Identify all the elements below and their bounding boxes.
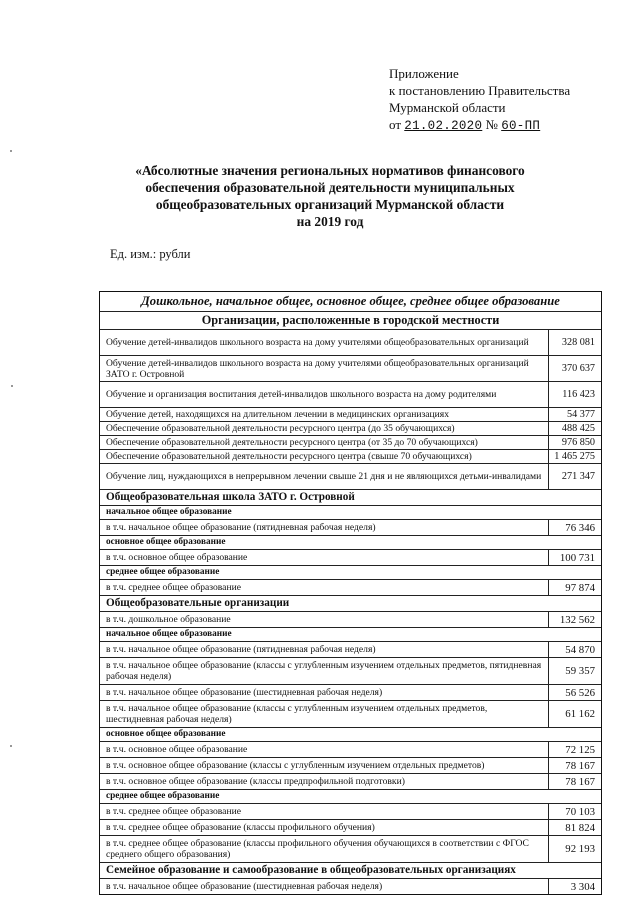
section-heading-family: Семейное образование и самообразование в общеобразовательных организациях [100,863,601,879]
table-row [100,382,601,408]
table-row [100,408,601,422]
row-value: 370 637 [561,363,595,374]
table-row [100,879,601,894]
row-value: 81 824 [565,821,595,834]
row-label: в т.ч. среднее общее образование (классы профильного обучения) [100,820,549,835]
scan-speck [11,385,13,387]
row-label: в т.ч. основное общее образование (классы предпрофильной подготовки) [100,774,549,789]
table-row [100,580,601,596]
subheading-basic: основное общее образование [100,728,601,742]
table-main-header: Дошкольное, начальное общее, основное общее, среднее общее образование [100,292,601,312]
table-row [100,758,601,774]
appendix-number: 60-ПП [501,119,541,133]
row-label: Обучение детей, находящихся на длительном лечении в медицинских организациях [100,408,549,421]
table-row [100,658,601,685]
row-value: 76 346 [565,521,595,534]
row-value: 78 167 [565,775,595,788]
table-sub-header: Организации, расположенные в городской местности [100,312,601,330]
subheading-secondary: среднее общее образование [100,790,601,804]
row-value: 54 870 [565,643,595,656]
appendix-line-2: к постановлению Правительства [389,83,571,98]
row-label: в т.ч. основное общее образование (классы с углубленным изучением отдельных предметов) [100,758,549,773]
table-row [100,550,601,566]
table-row [100,464,601,490]
appendix-line-3: Мурманской области [389,100,506,115]
row-value: 59 357 [565,665,595,677]
row-value: 100 731 [559,551,595,564]
row-value: 116 423 [562,389,595,400]
row-value: 328 081 [561,337,595,348]
row-value: 488 425 [561,423,595,434]
table-row [100,450,601,464]
row-label: в т.ч. основное общее образование [100,550,549,565]
table-row [100,520,601,536]
appendix-number-label: № [485,117,498,132]
title-line-1: «Абсолютные значения региональных нормативов финансового [135,163,525,178]
row-label: в т.ч. начальное общее образование (пятидневная рабочая неделя) [100,520,549,535]
row-value: 97 874 [565,581,595,594]
unit-label: Ед. изм.: рубли [110,247,191,261]
row-label: в т.ч. начальное общее образование (шестидневная рабочая неделя) [100,685,549,700]
appendix-block [389,65,629,135]
row-label: в т.ч. начальное общее образование (пятидневная рабочая неделя) [100,642,549,657]
row-value: 54 377 [566,409,595,420]
table-row [100,422,601,436]
row-value: 70 103 [565,805,595,818]
title-line-4: на 2019 год [296,214,364,229]
row-label: Обеспечение образовательной деятельности ресурсного центра (от 35 до 70 обучающихся) [100,436,549,449]
table-row [100,774,601,790]
row-value: 72 125 [565,743,595,756]
row-value: 132 562 [559,613,595,626]
row-label: в т.ч. основное общее образование [100,742,549,757]
row-value: 271 347 [561,471,595,482]
table-row [100,330,601,356]
table-row [100,685,601,701]
title-line-3: общеобразовательных организаций Мурманской области [155,197,505,212]
row-label: Обеспечение образовательной деятельности ресурсного центра (до 35 обучающихся) [100,422,549,435]
document-title [110,162,550,230]
appendix-date: 21.02.2020 [404,119,483,133]
table-row [100,701,601,728]
appendix-line-1: Приложение [389,66,459,81]
row-value: 78 167 [565,759,595,772]
row-value: 1 465 275 [554,451,595,462]
row-label: в т.ч. начальное общее образование (классы с углубленным изучением отдельных предметов, шестидневная рабочая неделя) [100,701,549,727]
table-row [100,436,601,450]
scan-speck [10,150,12,152]
row-value: 92 193 [565,843,595,855]
table-row [100,820,601,836]
section-heading-ostrovnoy: Общеобразовательная школа ЗАТО г. Островной [100,490,601,506]
row-value: 61 162 [565,708,595,720]
row-label: Обучение детей-инвалидов школьного возраста на дому учителями общеобразовательных организаций ЗАТО г. Островной [100,356,549,381]
row-label: Обеспечение образовательной деятельности ресурсного центра (свыше 70 обучающихся) [100,450,549,463]
appendix-date-prefix: от [389,117,402,132]
table-row [100,356,601,382]
section-heading-general: Общеобразовательные организации [100,596,601,612]
row-label: Обучение лиц, нуждающихся в непрерывном лечении свыше 21 дня и не являющихся детьми-инвалидами [100,464,549,489]
row-label: в т.ч. дошкольное образование [100,612,549,627]
standards-table [99,291,602,895]
table-row [100,836,601,863]
table-row [100,742,601,758]
row-value: 56 526 [565,686,595,699]
row-label: в т.ч. среднее общее образование (классы профильного обучения обучающихся в соответствии с ФГОС среднего общего образования) [100,836,549,862]
appendix-date-line [389,116,629,135]
row-label: в т.ч. среднее общее образование [100,580,549,595]
subheading-primary: начальное общее образование [100,506,601,520]
row-value: 976 850 [561,437,595,448]
title-line-2: обеспечения образовательной деятельности муниципальных [145,180,515,195]
table-row [100,642,601,658]
row-label: Обучение детей-инвалидов школьного возраста на дому учителями общеобразовательных организаций [100,330,549,355]
subheading-basic: основное общее образование [100,536,601,550]
row-label: в т.ч. среднее общее образование [100,804,549,819]
row-value: 3 304 [570,880,595,893]
scan-speck [10,745,12,747]
table-row [100,612,601,628]
row-label: в т.ч. начальное общее образование (классы с углубленным изучением отдельных предметов, пятидневная рабочая неделя) [100,658,549,684]
row-label: Обучение и организация воспитания детей-инвалидов школьного возраста на дому родителями [100,382,549,407]
table-row [100,804,601,820]
subheading-primary: начальное общее образование [100,628,601,642]
subheading-secondary: среднее общее образование [100,566,601,580]
row-label: в т.ч. начальное общее образование (шестидневная рабочая неделя) [100,879,549,894]
